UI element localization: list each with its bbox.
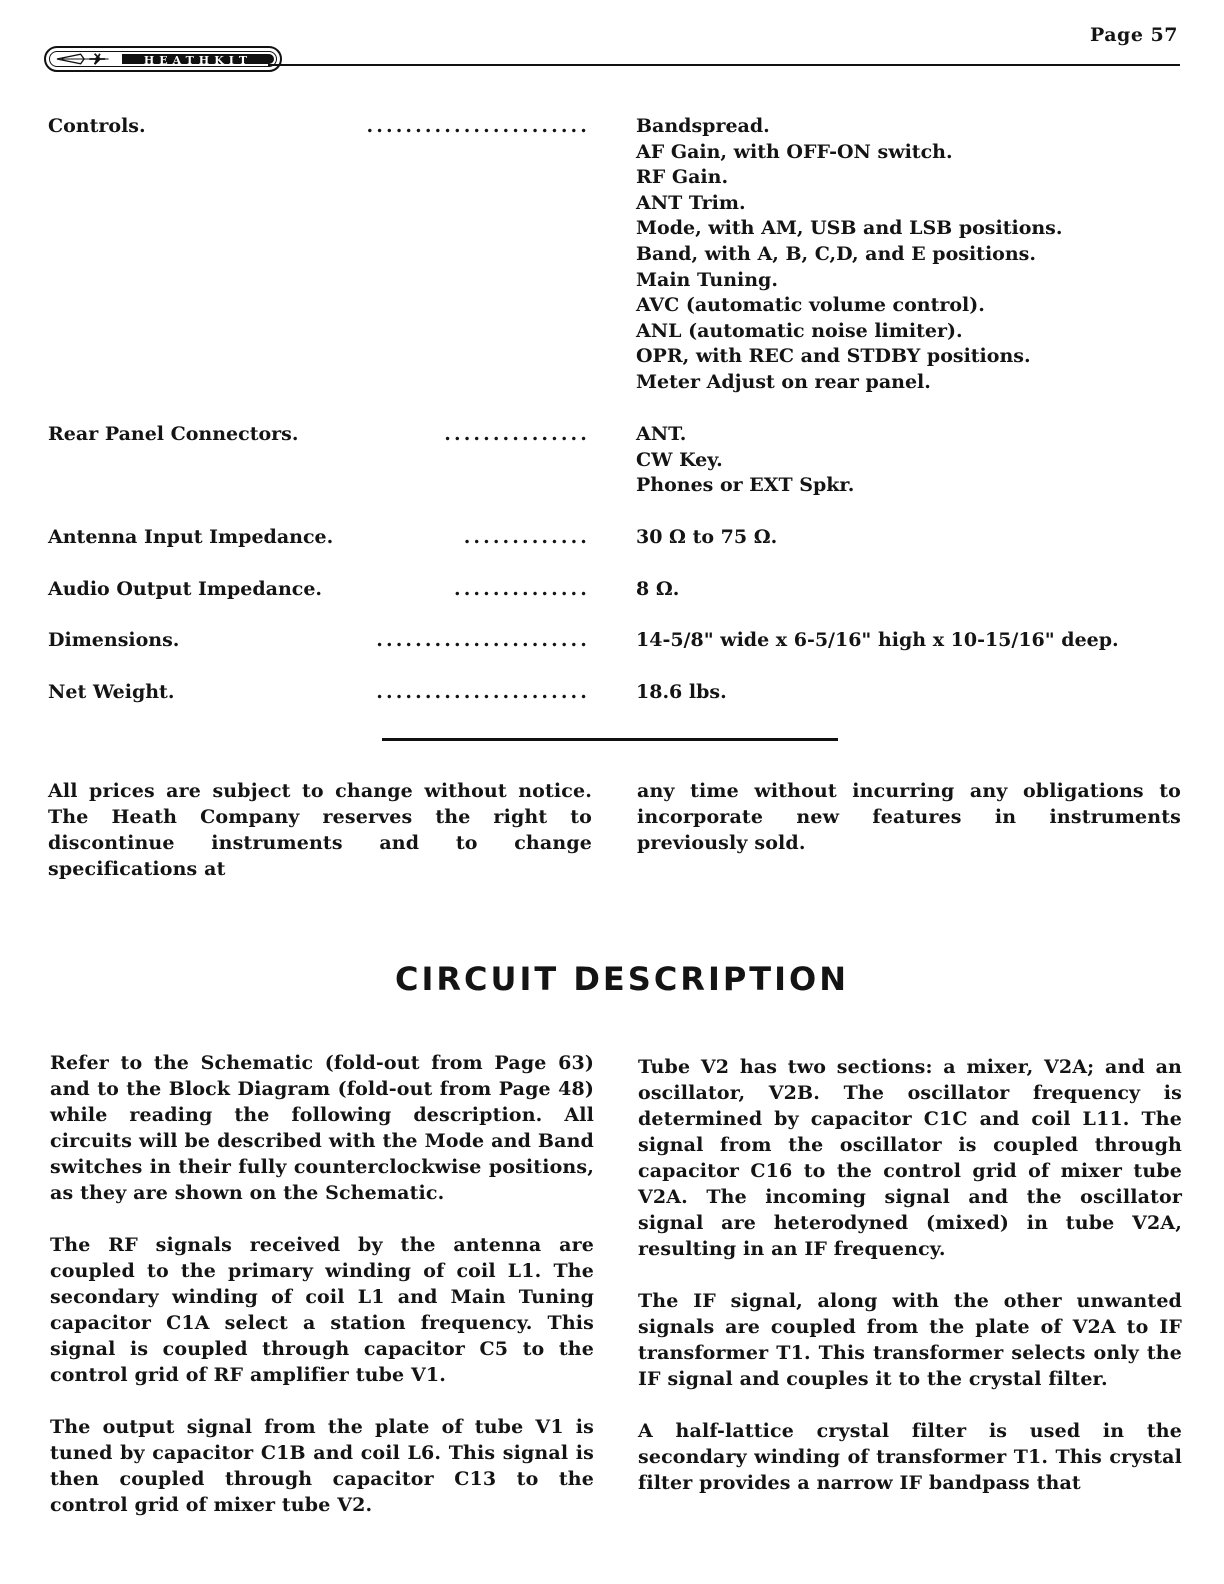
spec-value: Bandspread. (636, 115, 770, 137)
body-paragraph: The RF signals received by the antenna are coupled to the primary winding of coil L1. The secondary winding of coil L1 and Main Tuning capacitor C1A select a station frequency. This signal is coupled through capacitor C5 to the control grid of RF amplifier tube V1. (50, 1234, 594, 1386)
spec-value: Band, with A, B, C,D, and E positions. (636, 242, 1036, 265)
leader-dots: ............. (463, 526, 590, 548)
body-paragraph: The IF signal, along with the other unwanted signals are coupled from the plate of V2A to IF transformer T1. This transformer selects only the IF signal and couples it to the crystal filter. (638, 1290, 1182, 1390)
spec-value: ANT Trim. (636, 191, 746, 214)
spec-value: CW Key. (636, 448, 723, 471)
spec-label: Net Weight. (48, 681, 175, 703)
spec-value: 14-5/8" wide x 6-5/16" high x 10-15/16" deep. (636, 629, 1119, 651)
spec-value: RF Gain. (636, 166, 729, 189)
leader-dots: ............... (444, 423, 590, 445)
leader-dots: ...................... (376, 629, 590, 651)
spec-value: Mode, with AM, USB and LSB positions. (636, 217, 1063, 240)
spec-value-list (636, 114, 1196, 396)
spec-value: ANL (automatic noise limiter). (636, 319, 963, 342)
body-paragraph: Tube V2 has two sections: a mixer, V2A; and an oscillator, V2B. The oscillator frequency is determined by capacitor C1C and coil L11. The signal from the oscillator is coupled through capacitor C16 to the control grid of mixer tube V2A. The incoming signal and the oscillator signal are heterodyned (mixed) in tube V2A, resulting in an IF frequency. (638, 1056, 1182, 1260)
logo-wordmark: HEATHKIT (122, 54, 274, 64)
spec-label: Audio Output Impedance. (48, 578, 323, 600)
body-paragraph: The output signal from the plate of tube V1 is tuned by capacitor C1B and coil L6. This signal is then coupled through capacitor C13 to the control grid of mixer tube V2. (50, 1416, 594, 1516)
leader-dots: ....................... (366, 115, 590, 137)
heathkit-logo (44, 46, 282, 72)
circuit-left-column (50, 1050, 594, 1518)
spec-label: Rear Panel Connectors. (48, 423, 299, 445)
section-divider (382, 738, 838, 741)
circuit-right-column (638, 1054, 1182, 1496)
body-paragraph: A half-lattice crystal filter is used in the secondary winding of transformer T1. This crystal filter provides a narrow IF bandpass that (638, 1420, 1182, 1494)
spec-value: OPR, with REC and STDBY positions. (636, 345, 1031, 368)
notice-paragraph: any time without incurring any obligations to incorporate new features in instruments previously sold. (637, 780, 1181, 854)
spec-value: ANT. (636, 423, 687, 445)
section-title: CIRCUIT DESCRIPTION (394, 960, 850, 998)
spec-value: 18.6 lbs. (636, 681, 727, 703)
spec-value: AF Gain, with OFF-ON switch. (636, 140, 953, 163)
leader-dots: .............. (453, 578, 590, 600)
notice-right (637, 778, 1181, 856)
spec-value: 30 Ω to 75 Ω. (636, 526, 778, 548)
page-number: Page 57 (1089, 24, 1178, 46)
leader-dots: ...................... (376, 681, 590, 703)
spec-value: 8 Ω. (636, 578, 680, 600)
spec-value: Phones or EXT Spkr. (636, 474, 855, 497)
spec-label: Controls. (48, 115, 146, 137)
heathkit-emblem-icon (50, 52, 120, 66)
notice-left (48, 778, 592, 882)
notice-paragraph: All prices are subject to change without notice. The Heath Company reserves the right to discontinue instruments and to change specifications at (48, 780, 592, 880)
spec-label: Antenna Input Impedance. (48, 526, 334, 548)
spec-value: Main Tuning. (636, 268, 778, 291)
header-divider (268, 64, 1180, 66)
spec-value: AVC (automatic volume control). (636, 294, 985, 317)
body-paragraph: Refer to the Schematic (fold-out from Page 63) and to the Block Diagram (fold-out from Page 48) while reading the following description. All circuits will be described with the Mode and Band switches in their fully counterclockwise positions, as they are shown on the Schematic. (50, 1052, 594, 1204)
spec-value-list (636, 422, 1196, 499)
spec-value: Meter Adjust on rear panel. (636, 370, 931, 393)
spec-label: Dimensions. (48, 629, 180, 651)
